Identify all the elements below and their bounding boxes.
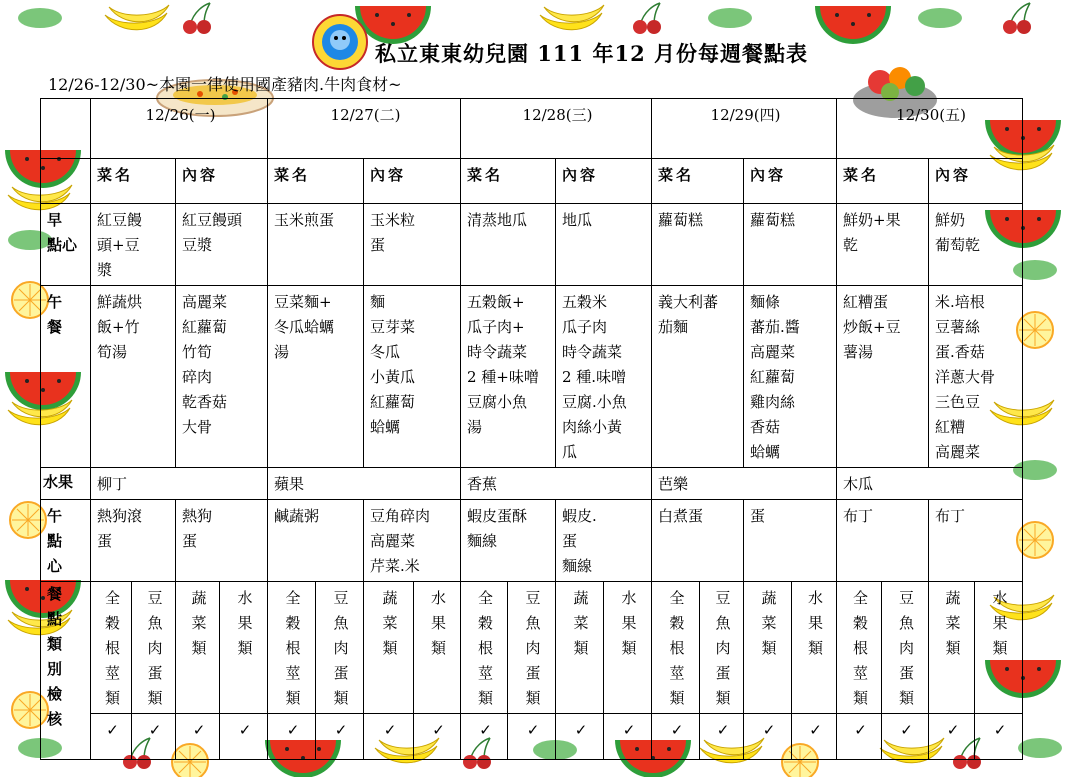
breakfast-content: 玉米粒 蛋 [364, 204, 461, 286]
breakfast-name: 鮮奶+果 乾 [837, 204, 929, 286]
category-vegetable: 蔬 菜 類 [364, 582, 414, 714]
lunch-name: 五穀飯+ 瓜子肉+ 時令蔬菜 2 種+味噌 豆腐小魚 湯 [461, 286, 556, 468]
fruit-cell: 香蕉 [461, 468, 652, 500]
name-header: 菜名 [652, 159, 744, 204]
lunch-content: 麵條 蕃茄.醬 高麗菜 紅蘿蔔 雞肉絲 香菇 蛤蠣 [744, 286, 837, 468]
content-header: 內容 [364, 159, 461, 204]
check-mark: ✓ [882, 714, 929, 760]
category-grain: 全 穀 根 莖 類 [461, 582, 508, 714]
check-mark: ✓ [604, 714, 652, 760]
day-date: 12/26(一) [91, 99, 268, 159]
lunch-name: 鮮蔬烘 飯+竹 筍湯 [91, 286, 176, 468]
fruit-cell: 芭樂 [652, 468, 837, 500]
check-mark: ✓ [792, 714, 837, 760]
check-row [41, 714, 1023, 760]
name-header: 菜名 [461, 159, 556, 204]
category-fruit: 水 果 類 [414, 582, 461, 714]
category-grain: 全 穀 根 莖 類 [268, 582, 316, 714]
check-mark: ✓ [652, 714, 700, 760]
category-fruit: 水 果 類 [604, 582, 652, 714]
category-grain: 全 穀 根 莖 類 [91, 582, 132, 714]
breakfast-name: 玉米煎蛋 [268, 204, 364, 286]
check-mark: ✓ [744, 714, 792, 760]
breakfast-name: 紅豆饅 頭+豆 漿 [91, 204, 176, 286]
category-vegetable: 蔬 菜 類 [744, 582, 792, 714]
check-mark: ✓ [929, 714, 975, 760]
row-label-afternoon: 午 點 心 [41, 500, 91, 582]
category-protein: 豆 魚 肉 蛋 類 [132, 582, 176, 714]
afternoon-name: 熱狗滾 蛋 [91, 500, 176, 582]
breakfast-content: 鮮奶 葡萄乾 [929, 204, 1023, 286]
afternoon-name: 蝦皮蛋酥 麵線 [461, 500, 556, 582]
afternoon-content: 布丁 [929, 500, 1023, 582]
day-date: 12/30(五) [837, 99, 1023, 159]
row-label-breakfast: 早 點心 [41, 204, 91, 286]
name-header: 菜名 [268, 159, 364, 204]
corner-cell [41, 159, 91, 204]
content-header: 內容 [744, 159, 837, 204]
day-date: 12/27(二) [268, 99, 461, 159]
content-header: 內容 [556, 159, 652, 204]
afternoon-name: 鹹蔬粥 [268, 500, 364, 582]
afternoon-content: 蝦皮. 蛋 麵線 [556, 500, 652, 582]
week-subtitle: 12/26-12/30~本園一律使用國產豬肉.牛肉食材~ [48, 75, 402, 94]
lunch-name: 義大利蕃 茄麵 [652, 286, 744, 468]
check-mark: ✓ [975, 714, 1023, 760]
day-date: 12/28(三) [461, 99, 652, 159]
check-mark: ✓ [837, 714, 882, 760]
breakfast-content: 蘿蔔糕 [744, 204, 837, 286]
fruit-row [41, 468, 1023, 500]
name-header: 菜名 [837, 159, 929, 204]
breakfast-content: 地瓜 [556, 204, 652, 286]
lunch-content: 五穀米 瓜子肉 時令蔬菜 2 種.味噌 豆腐.小魚 肉絲小黃 瓜 [556, 286, 652, 468]
lunch-content: 麵 豆芽菜 冬瓜 小黃瓜 紅蘿蔔 蛤蠣 [364, 286, 461, 468]
check-mark: ✓ [220, 714, 268, 760]
afternoon-snack-row [41, 500, 1023, 582]
category-vegetable: 蔬 菜 類 [929, 582, 975, 714]
category-vegetable: 蔬 菜 類 [176, 582, 220, 714]
category-fruit: 水 果 類 [220, 582, 268, 714]
date-header-row [41, 99, 1023, 159]
afternoon-content: 豆角碎肉 高麗菜 芹菜.米 [364, 500, 461, 582]
check-mark: ✓ [556, 714, 604, 760]
breakfast-content: 紅豆饅頭 豆漿 [176, 204, 268, 286]
check-mark: ✓ [414, 714, 461, 760]
weekly-menu-table [40, 98, 1023, 760]
page-title: 私立東東幼兒園 111 年12 月份每週餐點表 [375, 41, 808, 66]
content-header: 內容 [929, 159, 1023, 204]
content-header: 內容 [176, 159, 268, 204]
lunch-name: 紅糟蛋 炒飯+豆 薯湯 [837, 286, 929, 468]
fruit-cell: 蘋果 [268, 468, 461, 500]
day-date: 12/29(四) [652, 99, 837, 159]
category-protein: 豆 魚 肉 蛋 類 [316, 582, 364, 714]
row-label-check: 餐 點 類 別 檢 核 [41, 582, 91, 760]
lunch-content: 高麗菜 紅蘿蔔 竹筍 碎肉 乾香菇 大骨 [176, 286, 268, 468]
column-header-row [41, 159, 1023, 204]
school-logo [312, 14, 368, 70]
category-fruit: 水 果 類 [975, 582, 1023, 714]
category-protein: 豆 魚 肉 蛋 類 [508, 582, 556, 714]
category-vegetable: 蔬 菜 類 [556, 582, 604, 714]
fruit-cell: 木瓜 [837, 468, 1023, 500]
afternoon-content: 蛋 [744, 500, 837, 582]
row-label-fruit: 水果 [41, 468, 91, 500]
category-fruit: 水 果 類 [792, 582, 837, 714]
check-mark: ✓ [268, 714, 316, 760]
check-mark: ✓ [700, 714, 744, 760]
row-label-lunch: 午 餐 [41, 286, 91, 468]
category-grain: 全 穀 根 莖 類 [652, 582, 700, 714]
corner-cell [41, 99, 91, 159]
lunch-content: 米.培根 豆薯絲 蛋.香菇 洋蔥大骨 三色豆 紅糟 高麗菜 [929, 286, 1023, 468]
lunch-name: 豆菜麵+ 冬瓜蛤蠣 湯 [268, 286, 364, 468]
breakfast-row [41, 204, 1023, 286]
check-mark: ✓ [508, 714, 556, 760]
lunch-row [41, 286, 1023, 468]
check-mark: ✓ [91, 714, 132, 760]
check-mark: ✓ [316, 714, 364, 760]
breakfast-name: 清蒸地瓜 [461, 204, 556, 286]
afternoon-name: 布丁 [837, 500, 929, 582]
category-grain: 全 穀 根 莖 類 [837, 582, 882, 714]
afternoon-name: 白煮蛋 [652, 500, 744, 582]
check-mark: ✓ [176, 714, 220, 760]
category-protein: 豆 魚 肉 蛋 類 [882, 582, 929, 714]
check-mark: ✓ [364, 714, 414, 760]
category-row [41, 582, 1023, 714]
category-protein: 豆 魚 肉 蛋 類 [700, 582, 744, 714]
check-mark: ✓ [132, 714, 176, 760]
name-header: 菜名 [91, 159, 176, 204]
check-mark: ✓ [461, 714, 508, 760]
breakfast-name: 蘿蔔糕 [652, 204, 744, 286]
afternoon-content: 熱狗 蛋 [176, 500, 268, 582]
fruit-cell: 柳丁 [91, 468, 268, 500]
